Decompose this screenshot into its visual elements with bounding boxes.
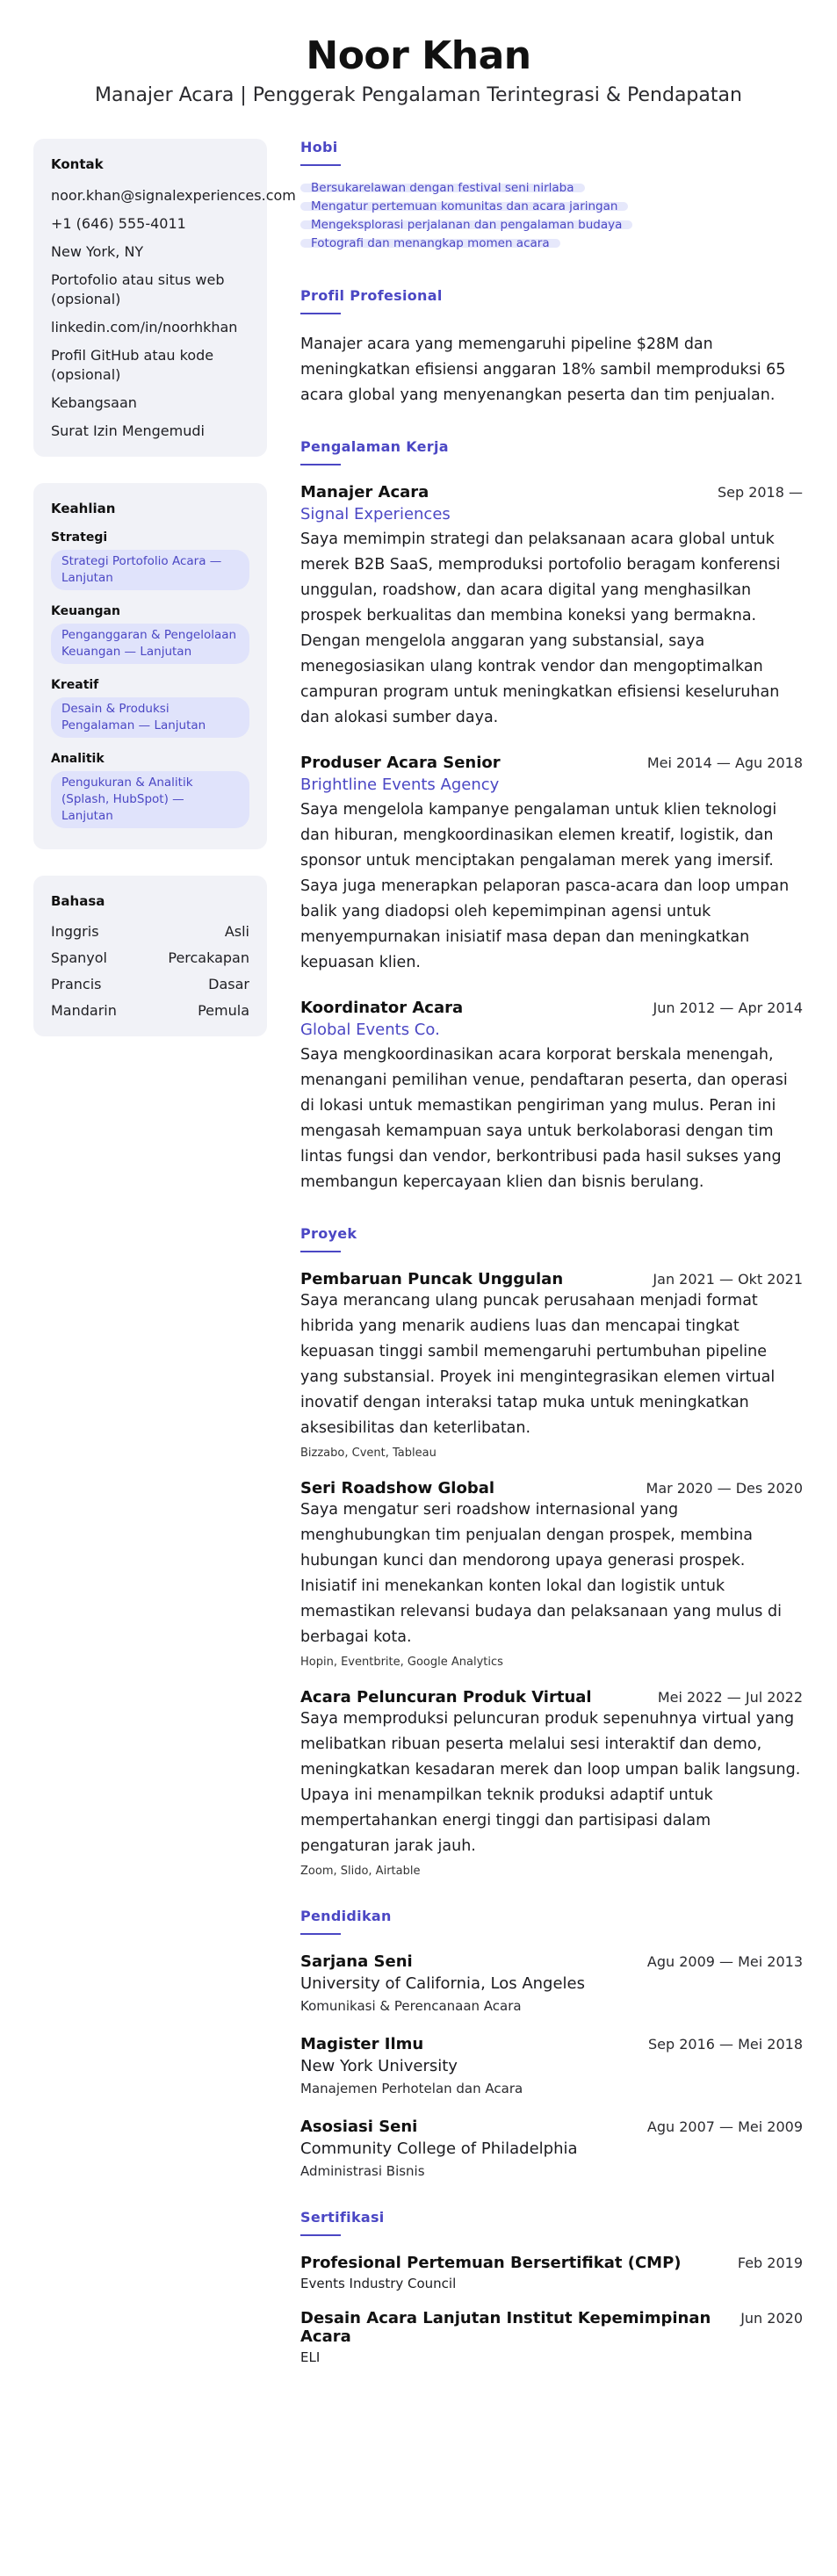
experience-entry: [300, 754, 803, 976]
hobby-tag: Bersukarelawan dengan festival seni nirlaba: [300, 184, 585, 192]
main-content: [300, 139, 803, 2395]
skills-title: Keahlian: [51, 501, 116, 516]
certification-entry: [300, 2309, 803, 2365]
project-date: Jan 2021 — Okt 2021: [653, 1271, 803, 1288]
contact-phone[interactable]: +1 (646) 555-4011: [51, 215, 186, 232]
skills-card: [33, 483, 267, 849]
language-level: Percakapan: [168, 949, 249, 966]
education-date: Sep 2016 — Mei 2018: [647, 2036, 803, 2053]
language-name: Spanyol: [51, 949, 107, 966]
job-date: Jun 2012 — Apr 2014: [653, 999, 803, 1016]
language-level: Pemula: [198, 1002, 249, 1019]
education-title: Pendidikan: [300, 1908, 392, 1924]
certification-date: Feb 2019: [737, 2255, 803, 2271]
job-date: Mei 2014 — Agu 2018: [646, 754, 803, 771]
section-divider: [300, 2234, 341, 2236]
education-entry: [300, 2035, 803, 2096]
degree-title: Sarjana Seni: [300, 1952, 413, 1971]
job-description: Saya mengelola kampanye pengalaman untuk klien teknologi dan hiburan, mengkoordinasikan elemen kreatif, logistik, dan sponsor untuk menciptakan pengalaman merek yang imersif. Saya juga menerapkan pelaporan pasca-acara dan loop umpan balik yang diadopsi oleh kepemimpinan agensi untuk menyempurnakan inisiatif masa depan dan meningkatkan kepuasan klien.: [300, 801, 790, 971]
certification-date: Jun 2020: [740, 2310, 803, 2327]
language-row: [51, 923, 249, 940]
profile-section: [300, 287, 803, 408]
experience-entry: [300, 483, 803, 731]
skill-category: Analitik: [51, 752, 105, 766]
hobby-list: [300, 181, 803, 257]
job-description: Saya memimpin strategi dan pelaksanaan acara global untuk merek B2B SaaS, memproduksi portofolio beragam konferensi unggulan, roadshow, dan acara digital yang menghasilkan prospek berkualitas dan membina koneksi yang bermakna. Dengan mengelola anggaran yang substansial, saya menegosiasikan ulang kontrak vendor dan mengoptimalkan campuran program untuk meningkatkan efisiensi keseluruhan dan alokasi sumber daya.: [300, 530, 781, 726]
education-date: Agu 2009 — Mei 2013: [646, 1953, 803, 1970]
project-date: Mar 2020 — Des 2020: [646, 1480, 803, 1497]
project-title: Pembaruan Puncak Unggulan: [300, 1270, 564, 1288]
job-description: Saya mengkoordinasikan acara korporat berskala menengah, menangani pemilihan venue, pendaftaran peserta, dan operasi di lokasi untuk memastikan pengiriman yang mulus. Peran ini mengasah kemampuan saya untuk berkolaborasi dengan tim lintas fungsi dan vendor, berkontribusi pada hasil sukses yang membangun kepercayaan klien dan bisnis berulang.: [300, 1046, 788, 1191]
hobbies-section: [300, 139, 803, 257]
skill-category: Strategi: [51, 530, 108, 545]
language-level: Asli: [224, 923, 249, 940]
contact-email[interactable]: noor.khan@signalexperiences.com: [51, 187, 296, 204]
school-name: Community College of Philadelphia: [300, 2139, 578, 2158]
skill-pill: Penganggaran & Pengelolaan Keuangan — Lanjutan: [51, 624, 249, 664]
languages-title: Bahasa: [51, 893, 105, 909]
project-title: Acara Peluncuran Produk Virtual: [300, 1688, 592, 1707]
certification-org: Events Industry Council: [300, 2276, 457, 2291]
project-description: Saya merancang ulang puncak perusahaan menjadi format hibrida yang menarik audiens luas dan mencapai tingkat kepuasan tinggi sambil memengaruhi pertumbuhan pipeline yang substansial. Proyek ini mengintegrasikan elemen virtual inovatif dengan interaksi tatap muka untuk meningkatkan aksesibilitas dan keterlibatan.: [300, 1292, 776, 1437]
school-name: New York University: [300, 2057, 458, 2075]
contact-nationality: Kebangsaan: [51, 394, 137, 411]
section-divider: [300, 164, 341, 166]
project-description: Saya memproduksi peluncuran produk sepenuhnya virtual yang melibatkan ribuan peserta melalui sesi interaktif dan demo, meningkatkan kesadaran merek dan loop umpan balik langsung. Upaya ini menampilkan teknik produksi adaptif untuk mempertahankan energi tinggi dan partisipasi dalam pengaturan jarak jauh.: [300, 1710, 801, 1855]
education-section: [300, 1908, 803, 2179]
certification-org: ELI: [300, 2349, 321, 2365]
section-divider: [300, 1251, 341, 1252]
experience-section: [300, 438, 803, 1195]
project-entry: [300, 1688, 803, 1878]
section-divider: [300, 313, 341, 314]
skill-pill: Pengukuran & Analitik (Splash, HubSpot) — Lanjutan: [51, 771, 249, 828]
project-entry: [300, 1479, 803, 1669]
contact-license: Surat Izin Mengemudi: [51, 422, 205, 439]
hobby-tag: Mengatur pertemuan komunitas dan acara jaringan: [300, 202, 628, 211]
study-field: Administrasi Bisnis: [300, 2163, 425, 2179]
job-title: Manajer Acara: [300, 483, 429, 501]
candidate-name: Noor Khan: [306, 33, 531, 78]
language-name: Prancis: [51, 976, 102, 992]
certifications-title: Sertifikasi: [300, 2209, 385, 2226]
projects-title: Proyek: [300, 1225, 357, 1242]
degree-title: Asosiasi Seni: [300, 2118, 418, 2136]
hobbies-title: Hobi: [300, 139, 338, 155]
experience-title: Pengalaman Kerja: [300, 438, 449, 455]
certification-name: Profesional Pertemuan Bersertifikat (CMP): [300, 2254, 682, 2272]
profile-summary: Manajer acara yang memengaruhi pipeline $28M dan meningkatkan efisiensi anggaran 18% sambil memproduksi 65 acara global yang menyenangkan peserta dan tim penjualan.: [300, 336, 786, 404]
project-title: Seri Roadshow Global: [300, 1479, 495, 1497]
language-row: [51, 976, 249, 992]
project-date: Mei 2022 — Jul 2022: [657, 1689, 803, 1706]
languages-card: [33, 876, 267, 1036]
section-divider: [300, 464, 341, 465]
resume-header: [0, 0, 837, 106]
skill-category: Keuangan: [51, 604, 120, 618]
contact-card: [33, 139, 296, 457]
education-date: Agu 2007 — Mei 2009: [646, 2118, 803, 2135]
project-entry: [300, 1270, 803, 1460]
certifications-section: [300, 2209, 803, 2365]
study-field: Manajemen Perhotelan dan Acara: [300, 2081, 523, 2096]
language-row: [51, 1002, 249, 1019]
language-name: Inggris: [51, 923, 99, 940]
education-entry: [300, 2118, 803, 2179]
project-tools: Bizzabo, Cvent, Tableau: [300, 1447, 437, 1460]
candidate-headline: Manajer Acara | Penggerak Pengalaman Terintegrasi & Pendapatan: [95, 84, 742, 106]
degree-title: Magister Ilmu: [300, 2035, 424, 2053]
contact-portfolio: Portofolio atau situs web (opsional): [51, 271, 225, 307]
language-name: Mandarin: [51, 1002, 117, 1019]
job-company: Brightline Events Agency: [300, 776, 500, 794]
sidebar: [33, 139, 296, 1063]
job-company: Signal Experiences: [300, 505, 451, 523]
experience-entry: [300, 999, 803, 1195]
job-title: Produser Acara Senior: [300, 754, 501, 772]
section-divider: [300, 1933, 341, 1935]
projects-section: [300, 1225, 803, 1878]
school-name: University of California, Los Angeles: [300, 1974, 586, 1993]
job-title: Koordinator Acara: [300, 999, 464, 1017]
skill-pill: Desain & Produksi Pengalaman — Lanjutan: [51, 697, 249, 738]
contact-github: Profil GitHub atau kode (opsional): [51, 347, 214, 383]
project-tools: Zoom, Slido, Airtable: [300, 1865, 421, 1878]
project-tools: Hopin, Eventbrite, Google Analytics: [300, 1656, 503, 1669]
skill-category: Kreatif: [51, 678, 99, 692]
study-field: Komunikasi & Perencanaan Acara: [300, 1998, 522, 2014]
hobby-tag: Mengeksplorasi perjalanan dan pengalaman budaya: [300, 220, 632, 229]
hobby-tag: Fotografi dan menangkap momen acara: [300, 239, 560, 248]
education-entry: [300, 1952, 803, 2014]
project-description: Saya mengatur seri roadshow internasional yang menghubungkan tim penjualan dengan prospek, membina hubungan kunci dan mendorong upaya generasi prospek. Inisiatif ini menekankan konten lokal dan logistik untuk memastikan relevansi budaya dan pelaksanaan yang mulus di berbagai kota.: [300, 1501, 782, 1646]
contact-linkedin[interactable]: linkedin.com/in/noorhkhan: [51, 319, 238, 336]
job-company: Global Events Co.: [300, 1021, 440, 1039]
skill-pill: Strategi Portofolio Acara — Lanjutan: [51, 550, 249, 590]
contact-location: New York, NY: [51, 243, 144, 260]
language-level: Dasar: [208, 976, 249, 992]
language-row: [51, 949, 249, 966]
certification-entry: [300, 2254, 803, 2291]
job-date: Sep 2018 —: [717, 484, 803, 501]
contact-title: Kontak: [51, 156, 104, 172]
profile-title: Profil Profesional: [300, 287, 443, 304]
certification-name: Desain Acara Lanjutan Institut Kepemimpinan Acara: [300, 2309, 711, 2346]
